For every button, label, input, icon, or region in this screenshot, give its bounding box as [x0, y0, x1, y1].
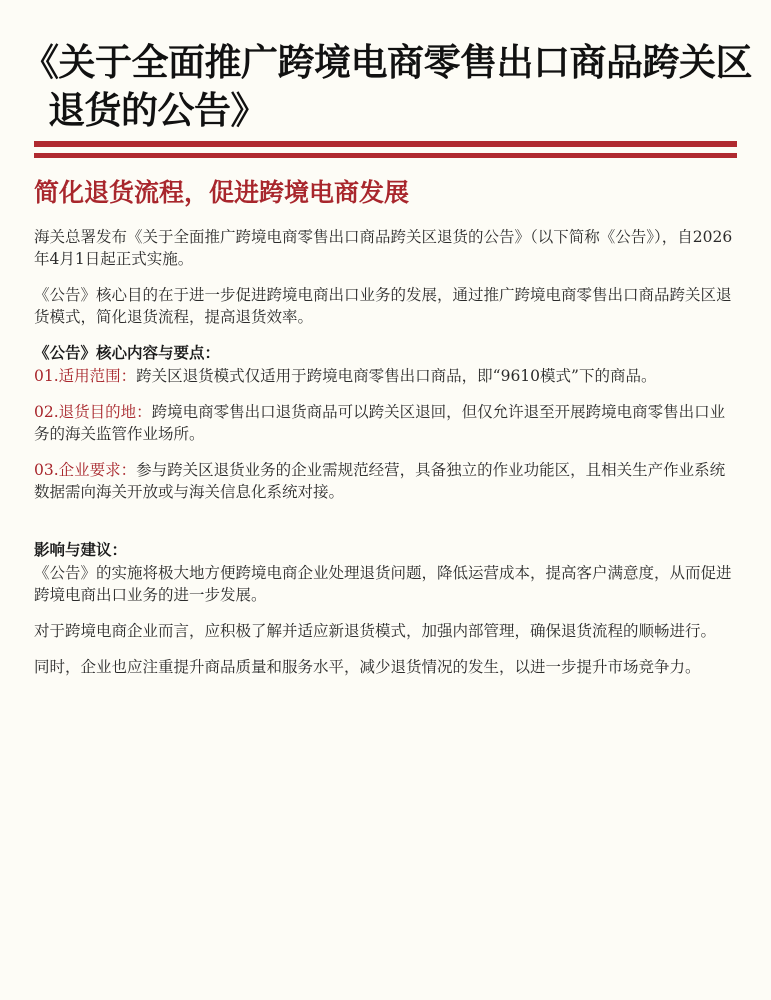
impact-paragraph-2: 对于跨境电商企业而言，应积极了解并适应新退货模式，加强内部管理，确保退货流程的顺畅进行。	[34, 622, 717, 640]
page-title-line1: 《关于全面推广跨境电商零售出口商品跨关区	[22, 40, 752, 84]
section-spacer	[34, 517, 737, 539]
core-item-destination	[34, 401, 737, 445]
intro-paragraph-1: 海关总署发布《关于全面推广跨境电商零售出口商品跨关区退货的公告》（以下简称《公告》），自2026年4月1日起正式实施。	[34, 228, 733, 268]
impact-paragraph-1: 《公告》的实施将极大地方便跨境电商企业处理退货问题，降低运营成本，提高客户满意度，从而促进跨境电商出口业务的进一步发展。	[34, 564, 732, 604]
section-subtitle: 简化退货流程，促进跨境电商发展	[34, 178, 410, 207]
core-item-label: 02.退货目的地：	[34, 403, 152, 421]
core-heading: 《公告》核心内容与要点：	[34, 343, 221, 362]
impact-heading: 影响与建议：	[34, 540, 128, 559]
article-body	[34, 226, 737, 692]
core-item-label: 03.企业要求：	[34, 461, 137, 479]
intro-paragraph-2: 《公告》核心目的在于进一步促进跨境电商出口业务的发展，通过推广跨境电商零售出口商品跨关区退货模式，简化退货流程，提高退货效率。	[34, 286, 732, 326]
divider-rule-bottom	[34, 153, 737, 158]
impact-paragraph-3: 同时，企业也应注重提升商品质量和服务水平，减少退货情况的发生，以进一步提升市场竞争力。	[34, 658, 701, 676]
page-title-line2: 退货的公告》	[48, 88, 267, 132]
core-item-label: 01.适用范围：	[34, 367, 137, 385]
core-item-scope	[34, 365, 737, 387]
core-item-text: 跨关区退货模式仅适用于跨境电商零售出口商品，即“9610模式”下的商品。	[136, 367, 657, 385]
core-item-requirements	[34, 459, 737, 503]
core-item-text: 参与跨关区退货业务的企业需规范经营，具备独立的作业功能区，且相关生产作业系统数据需向海关开放或与海关信息化系统对接。	[34, 461, 726, 501]
divider-rule-top	[34, 141, 737, 147]
page-title	[22, 38, 762, 134]
core-item-text: 跨境电商零售出口退货商品可以跨关区退回，但仅允许退至开展跨境电商零售出口业务的海关监管作业场所。	[34, 403, 726, 443]
